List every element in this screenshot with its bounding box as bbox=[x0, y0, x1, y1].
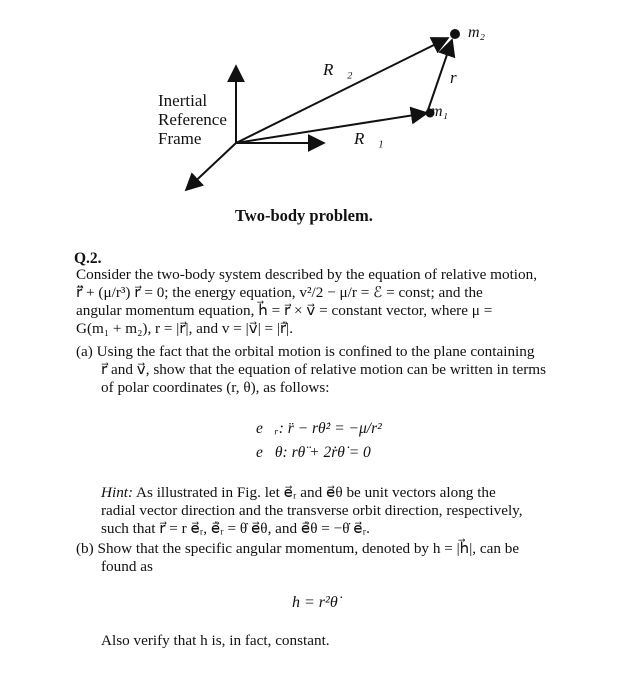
part-b-line-1: (b) Show that the specific angular momentum, denoted by h = |h⃗|, can be bbox=[76, 540, 520, 557]
equation-angular-momentum: h = r²θ̇ bbox=[292, 594, 338, 611]
hint-line-1 bbox=[101, 484, 523, 502]
frame-label-line-2: Reference bbox=[158, 110, 227, 129]
intro-line-2: r⃗̈ + (μ/r³) r⃗ = 0; the energy equation, v²/2 − μ/r = ℰ = const; and the bbox=[76, 284, 483, 301]
hint-line-2: radial vector direction and the transverse orbit direction, respectively, bbox=[101, 502, 523, 519]
part-a-line-1: (a) Using the fact that the orbital motion is confined to the plane containing bbox=[76, 343, 535, 360]
two-body-diagram bbox=[0, 0, 639, 240]
part-a-line-2: r⃗ and v⃗, show that the equation of relative motion can be written in terms bbox=[101, 361, 547, 378]
equation-radial: e⃗ᵣ: r̈ − rθ̇² = −μ/r² bbox=[256, 420, 382, 437]
r1-label: R⃗₁ bbox=[354, 129, 384, 148]
mass-m2-dot bbox=[450, 29, 460, 39]
equation-transverse: e⃗θ: rθ̈ + 2ṙθ̇ = 0 bbox=[256, 444, 371, 461]
axis-diagonal-arrow bbox=[186, 143, 236, 190]
r2-label: R⃗₂ bbox=[323, 60, 353, 79]
part-b-line-2: found as bbox=[101, 558, 153, 575]
intro-paragraph bbox=[76, 266, 537, 338]
hint-label: Hint: bbox=[101, 484, 134, 501]
r-label: r⃗ bbox=[450, 68, 470, 87]
question-number: Q.2. bbox=[74, 250, 102, 267]
part-a-line-3: of polar coordinates (r, θ), as follows: bbox=[101, 379, 330, 396]
intro-line-3: angular momentum equation, h⃗ = r⃗ × v⃗ = constant vector, where μ = bbox=[76, 302, 493, 319]
frame-label-line-3: Frame bbox=[158, 129, 202, 148]
hint-line-3: such that r⃗ = r e⃗ᵣ, e⃗̇ᵣ = θ̇ e⃗θ, and e⃗̇θ = −θ̇ e⃗ᵣ. bbox=[101, 520, 370, 537]
intro-line-4: G(m₁ + m₂), r = |r⃗|, and v = |v⃗| = |r⃗̇|. bbox=[76, 320, 294, 337]
final-instruction: Also verify that h is, in fact, constant. bbox=[101, 632, 330, 649]
m1-label: m₁ bbox=[431, 103, 449, 120]
hint-line-1-text: As illustrated in Fig. let e⃗ᵣ and e⃗θ be unit vectors along the bbox=[136, 484, 496, 501]
hint-paragraph bbox=[101, 484, 523, 538]
part-b-paragraph bbox=[76, 540, 519, 576]
frame-label bbox=[158, 91, 227, 148]
m2-label: m₂ bbox=[468, 24, 486, 41]
frame-label-line-1: Inertial bbox=[158, 91, 208, 110]
part-a-paragraph bbox=[76, 343, 546, 397]
figure-caption: Two-body problem. bbox=[235, 206, 373, 225]
intro-line-1: Consider the two-body system described by the equation of relative motion, bbox=[76, 266, 538, 283]
